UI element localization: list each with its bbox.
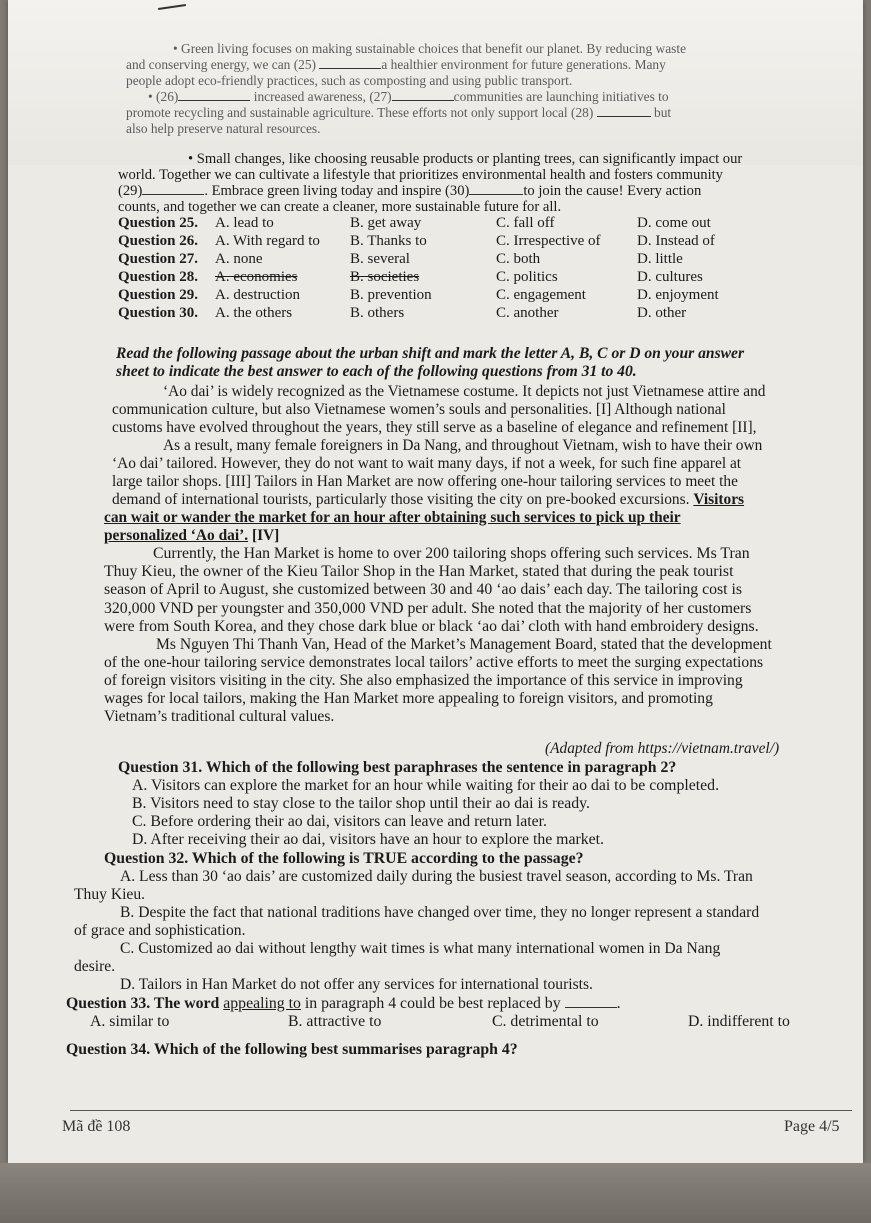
q32-stem: Question 32. Which of the following is TRUE according to the passage? <box>104 850 584 867</box>
q29-opt-c[interactable]: C. engagement <box>496 287 586 303</box>
q31-opt-d[interactable]: D. After receiving their ao dai, visitors have an hour to explore the market. <box>132 831 604 848</box>
q33-opt-b[interactable]: B. attractive to <box>288 1013 382 1030</box>
blank-33 <box>565 995 617 1008</box>
q32-opt-c-cont: desire. <box>74 958 116 975</box>
p2-line-5: ‘Ao dai’ tailored. However, they do not want to wait many days, if not a week, for such fine apparel at <box>112 455 742 472</box>
q27-opt-a[interactable]: A. none <box>215 251 263 267</box>
p4-line-5: Vietnam’s traditional cultural values. <box>104 708 335 725</box>
q32-opt-b-cont: of grace and sophistication. <box>74 922 246 939</box>
q34-stem: Question 34. Which of the following best summarises paragraph 4? <box>66 1041 518 1058</box>
q33-opt-a[interactable]: A. similar to <box>90 1013 170 1030</box>
source-citation[interactable]: (Adapted from https://vietnam.travel/) <box>545 740 780 757</box>
p2-line-1: ‘Ao dai’ is widely recognized as the Vietnamese costume. It depicts not just Vietnamese attire and <box>163 383 766 400</box>
p4-line-1: Ms Nguyen Thi Thanh Van, Head of the Market’s Management Board, stated that the development <box>156 636 772 653</box>
q31-opt-a[interactable]: A. Visitors can explore the market for an hour while waiting for their ao dai to be completed. <box>132 777 720 794</box>
exam-code: Mã đề 108 <box>62 1118 131 1135</box>
p1-line-10: counts, and together we can create a cleaner, more sustainable future for all. <box>118 199 562 215</box>
blank-26 <box>178 88 250 101</box>
blank-28 <box>597 104 651 117</box>
p1-line-8: world. Together we can cultivate a lifestyle that prioritizes environmental health and fosters community <box>118 167 723 183</box>
q27-label: Question 27. <box>118 251 199 267</box>
q26-opt-d[interactable]: D. Instead of <box>637 233 715 249</box>
p1-line-9: (29) . Embrace green living today and inspire (30) to join the cause! Every action <box>118 183 702 199</box>
q26-opt-b[interactable]: B. Thanks to <box>350 233 427 249</box>
q26-label: Question 26. <box>118 233 199 249</box>
p1-line-5: promote recycling and sustainable agriculture. These efforts not only support local (28) but <box>126 105 672 120</box>
q29-opt-d[interactable]: D. enjoyment <box>637 287 719 303</box>
q25-opt-d[interactable]: D. come out <box>637 215 711 231</box>
q30-opt-a[interactable]: A. the others <box>215 305 293 321</box>
p1-line-7: • Small changes, like choosing reusable products or planting trees, can significantly impact our <box>188 151 743 167</box>
q30-opt-b[interactable]: B. others <box>350 305 405 321</box>
p3-line-4: 320,000 VND per youngster and 350,000 VND per adult. She noted that the majority of her customers <box>104 600 752 617</box>
p2-line-3: customs have evolved throughout the years, they still serve as a baseline of elegance and refinement [II], <box>112 419 757 436</box>
q31-opt-b[interactable]: B. Visitors need to stay close to the tailor shop until their ao dai is ready. <box>132 795 590 812</box>
q26-opt-a[interactable]: A. With regard to <box>215 233 320 249</box>
q25-opt-c[interactable]: C. fall off <box>496 215 555 231</box>
p3-line-3: season of April to August, she customized between 30 and 40 ‘ao dais’ each day. The tailoring cost is <box>104 581 743 598</box>
p1-line-3: people adopt eco-friendly practices, such as composting and using public transport. <box>126 73 573 88</box>
q32-opt-a-cont: Thuy Kieu. <box>74 886 146 903</box>
q33-stem: Question 33. The word appealing to in paragraph 4 could be best replaced by . <box>66 995 621 1012</box>
q32-opt-a[interactable]: A. Less than 30 ‘ao dais’ are customized daily during the busiest travel season, according to Ms. Tran <box>120 868 753 885</box>
instruction-line-1: Read the following passage about the urban shift and mark the letter A, B, C or D on your answer <box>116 345 745 362</box>
p1-line-2: and conserving energy, we can (25) a healthier environment for future generations. Many <box>126 57 666 72</box>
p3-line-2: Thuy Kieu, the owner of the Kieu Tailor Shop in the Han Market, stated that during the peak tourist <box>104 563 734 580</box>
p2-line-9: personalized ‘Ao dai’. [IV] <box>104 527 280 544</box>
q28-opt-a[interactable]: A. economies <box>215 269 298 285</box>
q29-opt-a[interactable]: A. destruction <box>215 287 300 303</box>
p2-line-4: As a result, many female foreigners in Da Nang, and throughout Vietnam, wish to have their own <box>163 437 763 454</box>
q27-opt-d[interactable]: D. little <box>637 251 683 267</box>
q28-opt-c[interactable]: C. politics <box>496 269 558 285</box>
p4-line-4: wages for local tailors, making the Han Market more appealing to foreign visitors, and promoting <box>104 690 713 707</box>
desk-background <box>0 1163 871 1223</box>
q25-opt-b[interactable]: B. get away <box>350 215 422 231</box>
instruction-line-2: sheet to indicate the best answer to each of the following questions from 31 to 40. <box>116 363 637 380</box>
q30-opt-c[interactable]: C. another <box>496 305 559 321</box>
q29-label: Question 29. <box>118 287 199 303</box>
p2-line-8: can wait or wander the market for an hour after obtaining such services to pick up their <box>104 509 681 526</box>
q31-opt-c[interactable]: C. Before ordering their ao dai, visitors can leave and return later. <box>132 813 547 830</box>
q33-opt-d[interactable]: D. indifferent to <box>688 1013 790 1030</box>
q32-opt-c[interactable]: C. Customized ao dai without lengthy wait times is what many international women in Da Nang <box>120 940 721 957</box>
q26-opt-c[interactable]: C. Irrespective of <box>496 233 601 249</box>
blank-29 <box>142 182 204 195</box>
p1-line-1: • Green living focuses on making sustainable choices that benefit our planet. By reducing waste <box>173 41 687 56</box>
p4-line-2: of the one-hour tailoring service demonstrates local tailors’ active efforts to meet the surging expectations <box>104 654 764 671</box>
blank-27 <box>392 88 454 101</box>
page-number: Page 4/5 <box>784 1118 840 1135</box>
q25-opt-a[interactable]: A. lead to <box>215 215 274 231</box>
q25-label: Question 25. <box>118 215 199 231</box>
q30-opt-d[interactable]: D. other <box>637 305 687 321</box>
q32-opt-b[interactable]: B. Despite the fact that national traditions have changed over time, they no longer represent a standard <box>120 904 760 921</box>
q31-stem: Question 31. Which of the following best paraphrases the sentence in paragraph 2? <box>118 759 677 776</box>
q27-opt-b[interactable]: B. several <box>350 251 410 267</box>
p2-line-6: large tailor shops. [III] Tailors in Han Market are now offering one-hour tailoring services to meet the <box>112 473 738 490</box>
p1-line-4: • (26) increased awareness, (27) communities are launching initiatives to <box>148 89 669 104</box>
q27-opt-c[interactable]: C. both <box>496 251 541 267</box>
p1-line-6: also help preserve natural resources. <box>126 121 321 136</box>
q32-opt-d[interactable]: D. Tailors in Han Market do not offer any services for international tourists. <box>120 976 593 993</box>
q30-label: Question 30. <box>118 305 199 321</box>
q29-opt-b[interactable]: B. prevention <box>350 287 432 303</box>
p2-line-7: demand of international tourists, particularly those visiting the city on pre-booked excursions. Visitors <box>112 491 745 508</box>
p3-line-1: Currently, the Han Market is home to over 200 tailoring shops offering such services. Ms Tran <box>153 545 750 562</box>
p3-line-5: were from South Korea, and they chose dark blue or black ‘ao dai’ cloth with hand embroidery designs. <box>104 618 759 635</box>
p2-line-2: communication culture, but also Vietnamese women’s souls and personalities. [I] Although national <box>112 401 726 418</box>
q28-opt-d[interactable]: D. cultures <box>637 269 703 285</box>
footer-divider <box>70 1110 852 1111</box>
q28-opt-b[interactable]: B. societies <box>350 269 420 285</box>
exam-sheet <box>8 0 863 1163</box>
blank-25 <box>319 56 381 69</box>
p4-line-3: of foreign visitors visiting in the city. She also emphasized the importance of this service in improving <box>104 672 743 689</box>
q28-label: Question 28. <box>118 269 199 285</box>
q33-opt-c[interactable]: C. detrimental to <box>492 1013 599 1030</box>
blank-30 <box>469 182 523 195</box>
